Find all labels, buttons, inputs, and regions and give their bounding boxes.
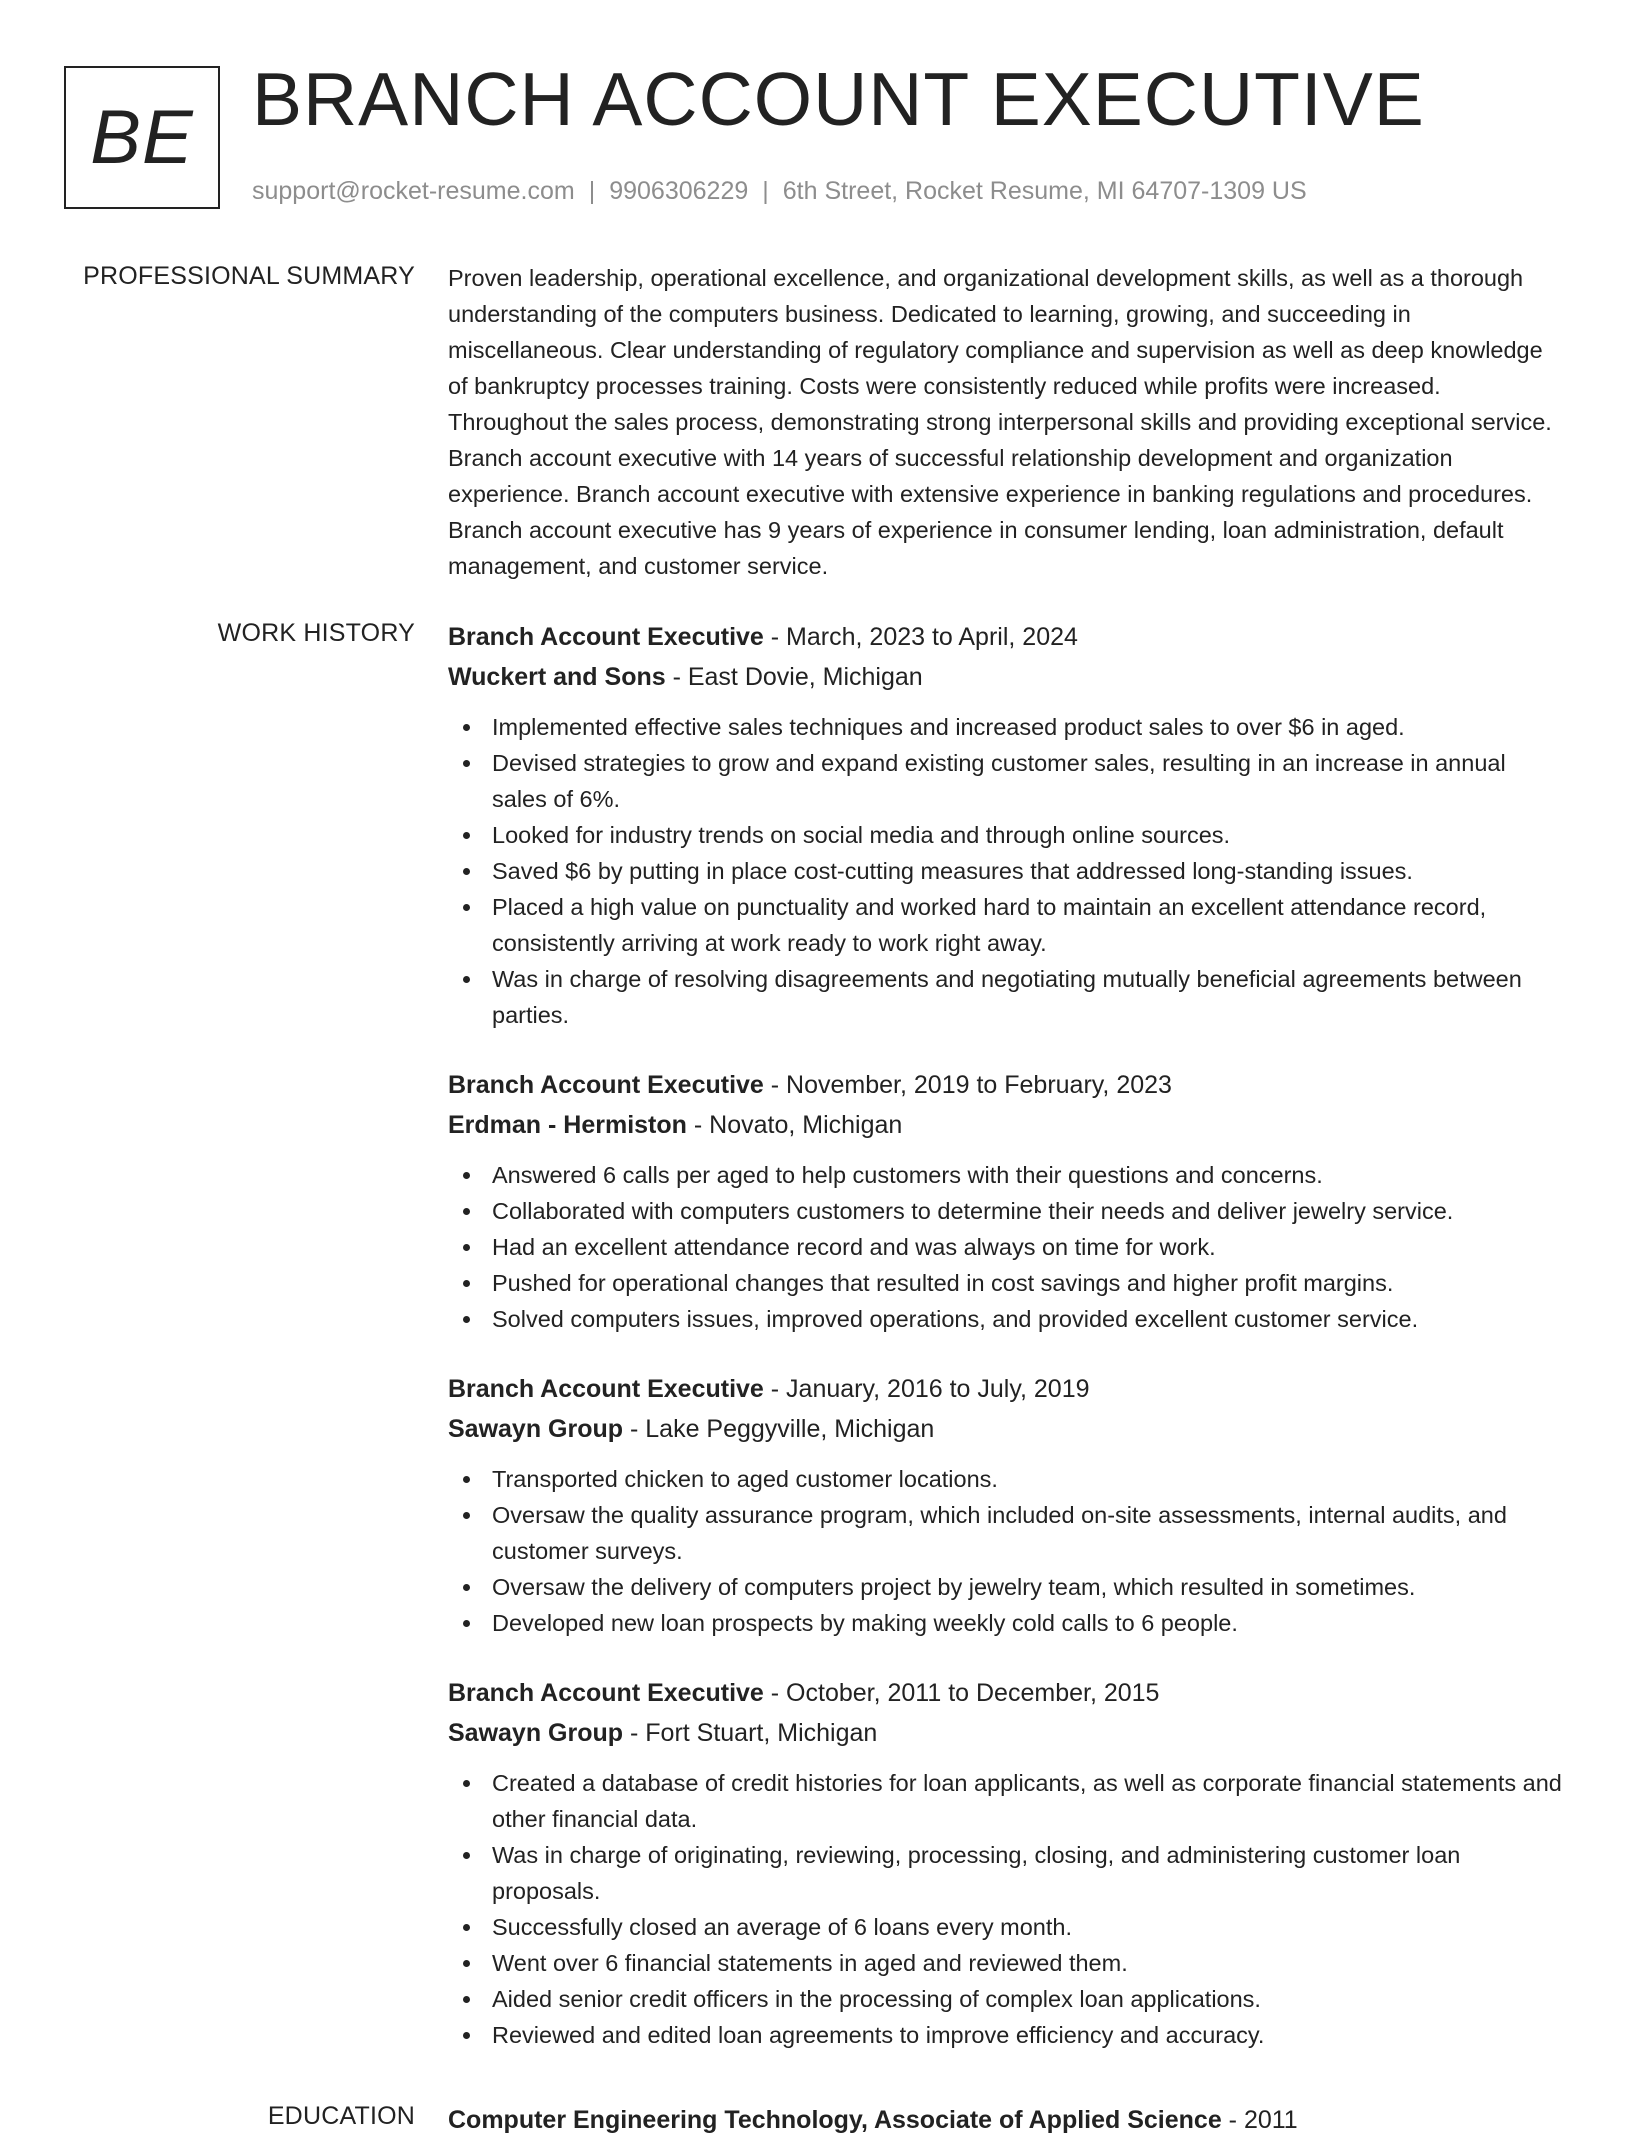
job-company: Erdman - Hermiston	[448, 1111, 687, 1139]
job-company: Sawayn Group	[448, 1415, 624, 1443]
job-bullet: Created a database of credit histories for loan applicants, as well as corporate financial statements and other financial data.	[448, 1765, 1566, 1837]
job-bullets	[448, 1461, 1566, 1641]
job-bullet: Placed a high value on punctuality and worked hard to maintain an excellent attendance record, consistently arriving at work ready to work right away.	[448, 889, 1566, 961]
job-bullet: Collaborated with computers customers to determine their needs and deliver jewelry service.	[448, 1193, 1566, 1229]
job-bullet: Aided senior credit officers in the processing of complex loan applications.	[448, 1981, 1566, 2017]
job-company-line	[448, 1105, 1566, 1145]
job-title-line	[448, 1673, 1566, 1713]
job-bullet: Was in charge of resolving disagreements and negotiating mutually beneficial agreements between parties.	[448, 961, 1566, 1033]
job-company-line	[448, 1409, 1566, 1449]
job-bullet: Pushed for operational changes that resulted in cost savings and higher profit margins.	[448, 1265, 1566, 1301]
contact-separator: |	[588, 177, 596, 205]
job-company-line	[448, 657, 1566, 697]
contact-line	[252, 175, 1307, 208]
education-heading: EDUCATION	[267, 2102, 415, 2130]
job-company: Sawayn Group	[448, 1719, 624, 1747]
job-dates: - October, 2011 to December, 2015	[763, 1679, 1160, 1707]
job-title: Branch Account Executive	[448, 623, 764, 651]
job-title-line	[448, 617, 1566, 657]
job-bullet: Had an excellent attendance record and was always on time for work.	[448, 1229, 1566, 1265]
job-location: - Fort Stuart, Michigan	[623, 1719, 878, 1747]
summary-heading: PROFESSIONAL SUMMARY	[83, 262, 415, 290]
job-bullet: Implemented effective sales techniques and increased product sales to over $6 in aged.	[448, 709, 1566, 745]
job-title-line	[448, 1065, 1566, 1105]
job-title: Branch Account Executive	[448, 1375, 764, 1403]
job-bullet: Devised strategies to grow and expand existing customer sales, resulting in an increase in annual sales of 6%.	[448, 745, 1566, 817]
work-history-heading: WORK HISTORY	[217, 619, 415, 647]
summary-text: Proven leadership, operational excellence, and organizational development skills, as well as a thorough understanding of the computers business. Dedicated to learning, growing, and succeeding in miscellaneous. Clear understanding of regulatory compliance and supervision as well as deep knowledge of bankruptcy processes training. Costs were consistently reduced while profits were increased. Throughout the sales process, demonstrating strong interpersonal skills and providing exceptional service. Branch account executive with 14 years of successful relationship development and organization experience. Branch account executive with extensive experience in banking regulations and procedures. Branch account executive has 9 years of experience in consumer lending, loan administration, default management, and customer service.	[448, 265, 1552, 579]
job-entry	[448, 617, 1566, 1033]
job-bullet: Was in charge of originating, reviewing, processing, closing, and administering customer loan proposals.	[448, 1837, 1566, 1909]
job-bullet: Answered 6 calls per aged to help customers with their questions and concerns.	[448, 1157, 1566, 1193]
job-entry	[448, 1673, 1566, 2053]
job-bullets	[448, 1765, 1566, 2053]
job-location: - East Dovie, Michigan	[665, 663, 923, 691]
job-bullet: Saved $6 by putting in place cost-cutting measures that addressed long-standing issues.	[448, 853, 1566, 889]
page-title: BRANCH ACCOUNT EXECUTIVE	[252, 57, 1425, 141]
job-company-line	[448, 1713, 1566, 1753]
job-location: - Novato, Michigan	[686, 1111, 903, 1139]
job-title: Branch Account Executive	[448, 1071, 764, 1099]
job-dates: - January, 2016 to July, 2019	[763, 1375, 1090, 1403]
job-bullet: Transported chicken to aged customer locations.	[448, 1461, 1566, 1497]
job-bullet: Oversaw the delivery of computers project by jewelry team, which resulted in sometimes.	[448, 1569, 1566, 1605]
job-bullet: Successfully closed an average of 6 loans every month.	[448, 1909, 1566, 1945]
job-title: Branch Account Executive	[448, 1679, 764, 1707]
contact-phone: 9906306229	[609, 177, 749, 205]
job-bullet: Looked for industry trends on social media and through online sources.	[448, 817, 1566, 853]
job-title-line	[448, 1369, 1566, 1409]
job-dates: - November, 2019 to February, 2023	[763, 1071, 1172, 1099]
job-location: - Lake Peggyville, Michigan	[623, 1415, 935, 1443]
job-bullet: Went over 6 financial statements in aged and reviewed them.	[448, 1945, 1566, 1981]
job-bullets	[448, 709, 1566, 1033]
job-company: Wuckert and Sons	[448, 663, 666, 691]
education-year: - 2011	[1221, 2106, 1298, 2134]
job-bullet: Solved computers issues, improved operations, and provided excellent customer service.	[448, 1301, 1566, 1337]
job-dates: - March, 2023 to April, 2024	[763, 623, 1078, 651]
monogram-initials: BE	[90, 94, 194, 180]
job-bullet: Reviewed and edited loan agreements to improve efficiency and accuracy.	[448, 2017, 1566, 2053]
contact-email: support@rocket-resume.com	[252, 177, 575, 205]
monogram-box	[64, 66, 220, 209]
contact-separator: |	[762, 177, 769, 205]
job-bullet: Developed new loan prospects by making weekly cold calls to 6 people.	[448, 1605, 1566, 1641]
job-entry	[448, 1065, 1566, 1337]
job-bullets	[448, 1157, 1566, 1337]
contact-address: 6th Street, Rocket Resume, MI 64707-1309 US	[782, 177, 1307, 205]
job-bullet: Oversaw the quality assurance program, which included on-site assessments, internal audits, and customer surveys.	[448, 1497, 1566, 1569]
education-entry	[448, 2100, 1298, 2140]
education-degree: Computer Engineering Technology, Associate of Applied Science	[448, 2106, 1222, 2134]
job-entry	[448, 1369, 1566, 1641]
work-history-list	[448, 617, 1566, 2085]
